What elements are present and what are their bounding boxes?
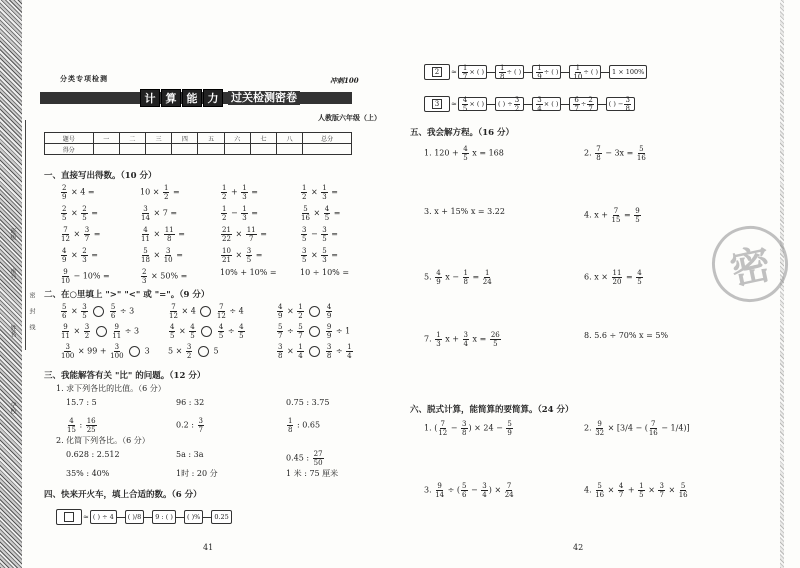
score-cell[interactable]: [119, 144, 145, 155]
title-box-1: 计: [140, 89, 160, 107]
train-2: [424, 64, 647, 80]
score-header: 一: [93, 133, 119, 144]
train-number: 3: [432, 99, 442, 109]
score-header: 六: [224, 133, 250, 144]
simplify-item: 0.628 : 2.512: [66, 450, 120, 459]
ratio-item: 15.7 : 5: [66, 398, 97, 407]
train-locomotive: [424, 64, 450, 80]
calc-item: $\frac{2}{5}$ × $\frac{2}{5}$ =: [62, 205, 98, 222]
title-box-3: 能: [182, 89, 202, 107]
car-link: [144, 517, 152, 518]
calc-item: $\frac{1}{2}$ × $\frac{1}{3}$ =: [302, 184, 338, 201]
section-3-title: 三、我能解答有关 "比" 的问题。（12 分）: [44, 371, 206, 381]
compare-item: $\frac{4}{9}$ × $\frac{1}{2}$ $\frac{4}{9}$: [278, 303, 332, 320]
calc-item: $\frac{4}{9}$ × $\frac{2}{3}$ =: [62, 247, 98, 264]
scan-edge-left: [0, 0, 22, 568]
calc-item: $\frac{10}{21}$ × $\frac{3}{5}$ =: [222, 247, 263, 264]
score-cell[interactable]: [303, 144, 352, 155]
title-box-2: 算: [161, 89, 181, 107]
calc-item: $\frac{9}{10}$ − 10% =: [61, 268, 110, 285]
calc-item: $\frac{2}{9}$ × 4 =: [62, 184, 95, 201]
score-header: 三: [146, 133, 172, 144]
train-car[interactable]: ( )/8: [125, 510, 145, 524]
train-car[interactable]: 1 9 ÷ ( ): [532, 65, 561, 79]
train-car[interactable]: 1 × 100%: [609, 65, 647, 79]
score-cell[interactable]: [93, 144, 119, 155]
train-car[interactable]: 1 7 × ( ): [458, 65, 487, 79]
section-2-title: 二、在○里填上 ">" "<" 或 "="。（9 分）: [44, 290, 210, 300]
ratio-item: 0.75 : 3.75: [286, 398, 330, 407]
equation-item: 2. $\frac{7}{8}$ − 3x = $\frac{5}{16}$: [584, 145, 646, 162]
score-cell[interactable]: [250, 144, 276, 155]
ratio-item: 96 : 32: [176, 398, 205, 407]
binding-line: [25, 120, 26, 350]
calc-item: $\frac{3}{14}$ × 7 =: [141, 205, 178, 222]
simplify-item: 5a : 3a: [176, 450, 204, 459]
calc-item: $\frac{3}{5}$ × $\frac{5}{3}$ =: [302, 247, 338, 264]
equation-item: 8. 5.6 ÷ 70% x = 5%: [584, 331, 669, 340]
side-label-seat: 座号: [9, 268, 16, 280]
car-link: [117, 517, 125, 518]
simplify-item: 1 米 : 75 厘米: [286, 469, 339, 478]
compare-item: 5 × $\frac{3}{2}$ 5: [168, 343, 219, 360]
compare-item: $\frac{7}{12}$ × 4 $\frac{7}{12}$ ÷ 4: [169, 303, 244, 320]
calc-item: $\frac{1}{2}$ − $\frac{1}{3}$ =: [222, 205, 258, 222]
score-cell[interactable]: [224, 144, 250, 155]
calc-item: $\frac{2}{3}$ × 50% =: [142, 268, 188, 285]
compare-item: $\frac{5}{6}$ × $\frac{3}{5}$ $\frac{5}{6}$ ÷ 3: [62, 303, 135, 320]
train-coupler: ≈: [451, 100, 457, 108]
expression-item: 4. $\frac{5}{16}$ × $\frac{4}{7}$ + $\frac{1}{5}$ × $\frac{3}{7}$ × $\frac{5}{16}$: [584, 482, 688, 499]
answer-circle[interactable]: [129, 346, 140, 357]
seal-char-1: 密: [28, 292, 35, 298]
edition-label: 人教版六年级（上）: [318, 113, 381, 122]
calc-item: $\frac{3}{5}$ − $\frac{3}{5}$ =: [302, 226, 338, 243]
answer-circle[interactable]: [309, 326, 320, 337]
score-cell[interactable]: [172, 144, 198, 155]
score-cell[interactable]: [277, 144, 303, 155]
equation-item: 3. x + 15% x = 3.22: [424, 207, 505, 216]
car-link: [561, 104, 569, 105]
train-car[interactable]: 1 8 ÷ ( ): [495, 65, 524, 79]
answer-circle[interactable]: [309, 306, 320, 317]
train-car[interactable]: ( )%: [184, 510, 203, 524]
series-label: 分类专项检测: [60, 74, 108, 83]
simplify-item: 0.45 : $\frac{27}{50}$: [286, 450, 323, 467]
equation-item: 1. 120 + $\frac{4}{5}$ x = 168: [424, 145, 504, 162]
compare-item: $\frac{3}{8}$ × $\frac{1}{4}$ $\frac{3}{8}$ ÷ $\frac{1}{4}$: [278, 343, 352, 360]
simplify-item: 1时 : 20 分: [176, 469, 218, 478]
calc-item: 10 × $\frac{1}{2}$ =: [140, 184, 180, 201]
title-box-4: 力: [203, 89, 223, 107]
train-3: [424, 96, 635, 112]
ratio-item: $\frac{1}{8}$ : 0.65: [288, 417, 321, 434]
ratio-item: $\frac{4}{15}$ : $\frac{16}{25}$: [67, 417, 96, 434]
equation-item: 4. x + $\frac{7}{15}$ = $\frac{9}{5}$: [584, 207, 640, 224]
simplify-item: 35% : 40%: [66, 469, 110, 478]
compare-item: $\frac{9}{11}$ × $\frac{3}{2}$ $\frac{9}{11}$ ÷ 3: [61, 323, 140, 340]
ratio-item: 0.2 : $\frac{3}{7}$: [176, 417, 203, 434]
score-table: [44, 132, 352, 155]
car-link: [598, 104, 606, 105]
expression-item: 3. $\frac{9}{14}$ ÷ ( $\frac{5}{6}$ − $\frac{3}{4}$ ) × $\frac{7}{24}$: [424, 482, 514, 499]
expression-item: 1. ( $\frac{7}{12}$ − $\frac{3}{8}$ ) × 24 − $\frac{5}{9}$: [424, 420, 512, 437]
train-coupler: ≈: [451, 68, 457, 76]
answer-circle[interactable]: [200, 306, 211, 317]
car-link: [487, 104, 495, 105]
compare-item: $\frac{5}{7}$ ÷ $\frac{5}{7}$ $\frac{9}{9}$ ÷ 1: [278, 323, 351, 340]
answer-circle[interactable]: [96, 326, 107, 337]
calc-item: $\frac{4}{11}$ × $\frac{11}{8}$ =: [141, 226, 185, 243]
train-1: [56, 509, 232, 525]
section-5-title: 五、我会解方程。（16 分）: [410, 128, 515, 138]
train-car[interactable]: ( ) ÷ 4: [90, 510, 117, 524]
section-6-title: 六、脱式计算，能简算的要简算。（24 分）: [410, 405, 574, 415]
car-link: [176, 517, 184, 518]
section-3-sub1: 1. 求下列各比的比值。（6 分）: [56, 384, 166, 393]
calc-item: $\frac{1}{2}$ + $\frac{1}{3}$ =: [222, 184, 258, 201]
train-car[interactable]: 9 : ( ): [152, 510, 176, 524]
calc-item: $\frac{5}{18}$ × $\frac{3}{10}$ =: [141, 247, 183, 264]
score-header: 总分: [303, 133, 352, 144]
train-car[interactable]: 1 10 ÷ ( ): [569, 65, 601, 79]
answer-circle[interactable]: [201, 326, 212, 337]
score-cell[interactable]: [146, 144, 172, 155]
train-car[interactable]: 0.25: [211, 510, 231, 524]
score-header: 二: [119, 133, 145, 144]
page-number-right: 42: [573, 543, 584, 552]
section-3-sub2: 2. 化简下列各比。（6 分）: [56, 436, 150, 445]
train-locomotive: [424, 96, 450, 112]
section-1-title: 一、直接写出得数。（10 分）: [44, 171, 157, 181]
expression-item: 2. $\frac{9}{32}$ × [3/4 − ( $\frac{7}{16}$ − 1/4)]: [584, 420, 690, 437]
side-label-name: 姓名: [9, 325, 16, 337]
train-car[interactable]: ( ) − 3 8: [606, 97, 635, 111]
equation-item: 5. $\frac{4}{9}$ x − $\frac{1}{8}$ = $\frac{1}{24}$: [424, 269, 492, 286]
train-number: 2: [432, 67, 442, 77]
calc-item: $\frac{21}{22}$ × $\frac{11}{7}$ =: [222, 226, 267, 243]
compare-item: $\frac{3}{100}$ × 99 + $\frac{3}{100}$ 3: [61, 343, 150, 360]
car-link: [524, 72, 532, 73]
train-car[interactable]: 6 7 ÷ 2 7: [569, 97, 597, 111]
car-link: [561, 72, 569, 73]
compare-item: $\frac{4}{5}$ × $\frac{4}{5}$ $\frac{4}{5}$ ÷ $\frac{4}{5}$: [170, 323, 244, 340]
calc-item: $\frac{5}{16}$ × $\frac{4}{5}$ =: [301, 205, 341, 222]
equation-item: 6. x × $\frac{11}{20}$ = $\frac{4}{5}$: [584, 269, 642, 286]
calc-item: 10% + 10% =: [220, 268, 277, 277]
score-label: 冲刺100: [330, 76, 359, 85]
train-car[interactable]: 3 4 × ( ): [532, 97, 561, 111]
score-header: 四: [172, 133, 198, 144]
seal-char-3: 线: [28, 324, 35, 330]
calc-item: 10 ÷ 10% =: [300, 268, 350, 277]
answer-circle[interactable]: [309, 346, 320, 357]
title-text: 过关检测密卷: [228, 91, 300, 105]
confidential-stamp: 密: [705, 219, 795, 309]
car-link: [601, 72, 609, 73]
score-cell[interactable]: [198, 144, 224, 155]
score-header: 题号: [45, 133, 94, 144]
car-link: [203, 517, 211, 518]
equation-item: 7. $\frac{1}{3}$ x + $\frac{3}{4}$ x = $\frac{26}{5}$: [424, 331, 500, 348]
answer-circle[interactable]: [198, 346, 209, 357]
section-4-title: 四、快来开火车，填上合适的数。（6 分）: [44, 490, 202, 500]
train-coupler: ≈: [83, 513, 89, 521]
page-number-left: 41: [203, 543, 214, 552]
seal-char-2: 封: [28, 308, 35, 314]
score-header: 八: [277, 133, 303, 144]
score-header: 七: [250, 133, 276, 144]
train-car[interactable]: 4 5 × ( ): [458, 97, 487, 111]
car-link: [487, 72, 495, 73]
score-header: 五: [198, 133, 224, 144]
train-car[interactable]: ( ) ÷ 3 2: [495, 97, 524, 111]
train-locomotive: [56, 509, 82, 525]
side-label-school: 学校: [9, 402, 16, 414]
answer-circle[interactable]: [93, 306, 104, 317]
side-label-class: 班级: [9, 228, 16, 240]
car-link: [524, 104, 532, 105]
score-row-label: 得分: [45, 144, 94, 155]
calc-item: $\frac{7}{12}$ × $\frac{3}{7}$ =: [61, 226, 101, 243]
